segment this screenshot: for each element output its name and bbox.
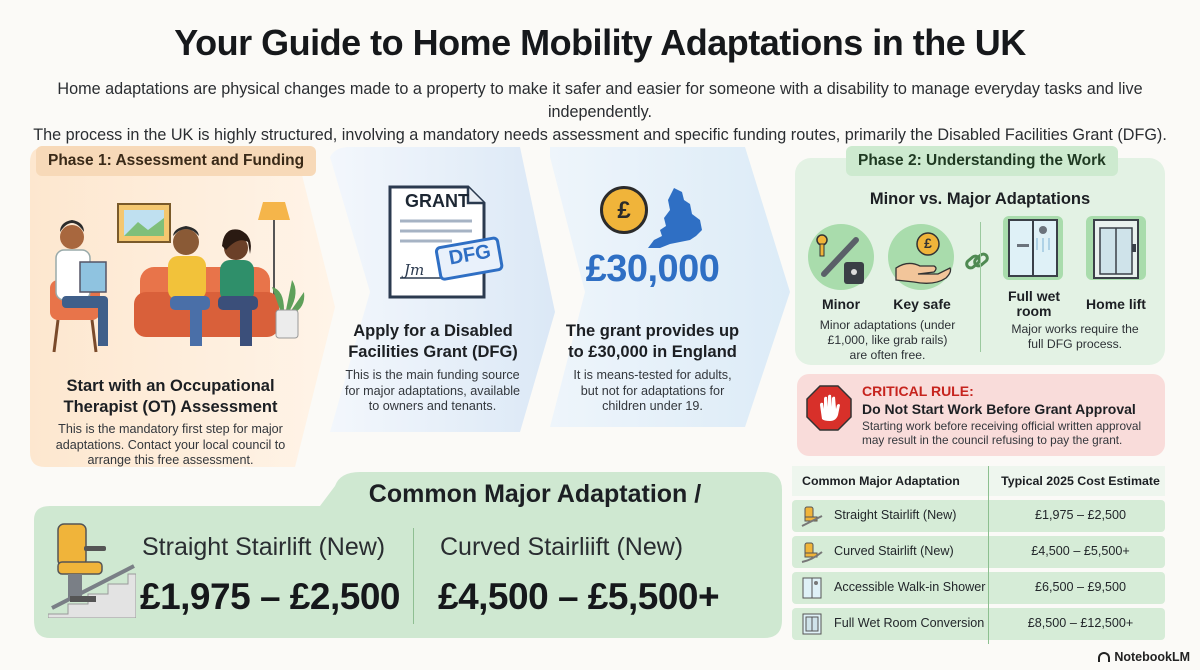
minor-icon-circle [808, 224, 874, 290]
wetroom-label-line2: room [1016, 303, 1052, 319]
step2-body [330, 368, 535, 415]
chain-link-icon [964, 248, 990, 274]
brand-text: NotebookLM [1114, 650, 1190, 664]
step2-heading-line2: Facilities Grant (DFG) [348, 343, 518, 361]
stairlift-illustration [48, 518, 136, 618]
hand-coin-icon [888, 224, 954, 290]
phase2-divider [980, 222, 981, 352]
table-row [792, 608, 1165, 640]
notebooklm-brand [1098, 650, 1190, 664]
keysafe-label: Key safe [893, 296, 951, 312]
cost-table-col1: Common Major Adaptation [802, 474, 960, 488]
intro-line-2: The process in the UK is highly structured, involving a mandatory needs assessment and specific funding routes, primarily the Disabled Facilities Grant (DFG). [33, 126, 1167, 144]
grant-doc-title: GRANT [405, 191, 469, 211]
step1-heading-line1: Start with an Occupational [66, 377, 275, 395]
minor-text-line3: are often free. [849, 348, 926, 362]
curved-stairlift-icon [800, 540, 824, 564]
critical-body [862, 419, 1162, 447]
grab-rail-icon [808, 224, 874, 290]
step1-body [38, 422, 303, 469]
row-name: Accessible Walk-in Shower [834, 580, 986, 594]
critical-subtitle: Do Not Start Work Before Grant Approval [862, 401, 1136, 417]
dfg-stamp: DFG [447, 240, 493, 270]
row-cost: £6,500 – £9,500 [1034, 580, 1127, 594]
step3-body-line2: but not for adaptations for [580, 383, 725, 398]
step1-body-line1: This is the mandatory first step for major [58, 422, 283, 436]
minor-label: Minor [821, 296, 861, 312]
stop-hand-icon [806, 385, 852, 431]
row-cost: £8,500 – £12,500+ [1027, 616, 1134, 630]
cost-table-col2: Typical 2025 Cost Estimate [1001, 474, 1160, 488]
step3-body-line1: It is means-tested for adults, [573, 368, 732, 382]
step2-body-line3: to owners and tenants. [368, 399, 497, 413]
phase2-label: Phase 2: Understanding the Work [846, 146, 1118, 176]
step3-heading-line1: The grant provides up [565, 322, 740, 340]
keysafe-icon-circle [888, 224, 954, 290]
critical-body-line1: Starting work before receiving official written approval [862, 419, 1142, 433]
step3-heading-line2: to £30,000 in England [568, 343, 737, 361]
curved-stairlift-name: Curved Stairliift (New) [440, 533, 684, 561]
table-row [792, 572, 1165, 604]
step1-heading [38, 376, 303, 418]
brand-logo-icon [1098, 652, 1110, 662]
step2-heading [338, 321, 528, 363]
signature: Jm [404, 261, 425, 279]
homelift-label: Home lift [1086, 296, 1146, 312]
row-name: Full Wet Room Conversion [834, 616, 985, 630]
grant-amount: £30,000 [585, 248, 720, 290]
row-cost: £1,975 – £2,500 [1034, 508, 1127, 522]
cost-table-header [792, 466, 1165, 496]
intro-line-1: Home adaptations are physical changes made to a property to make it safer and easier for someone with a disability to manage everyday tasks and live independently. [57, 80, 1143, 121]
minor-text-line2: £1,000, like grab rails) [827, 333, 948, 347]
step2-heading-line1: Apply for a Disabled [353, 322, 513, 340]
page-title: Your Guide to Home Mobility Adaptations in the UK [174, 22, 1026, 63]
step2-body-line2: for major adaptations, available [344, 383, 520, 398]
intro-text [30, 78, 1170, 147]
england-map-icon [640, 186, 710, 254]
critical-body-line2: may result in the council refusing to pay the grant. [862, 433, 1123, 447]
big-panel-heading: Common Major Adaptation / [368, 480, 702, 508]
step3-heading [555, 321, 750, 363]
step3-body-line3: children under 19. [602, 399, 703, 413]
cost-table [792, 466, 1165, 644]
critical-title: CRITICAL RULE: [862, 383, 974, 399]
step2-body-line1: This is the main funding source [345, 368, 520, 382]
wetroom-label [994, 289, 1074, 319]
step1-body-line2: adaptations. Contact your local council to [55, 437, 286, 452]
coin-symbol: £ [617, 197, 631, 224]
big-panel-divider [413, 528, 414, 624]
curved-stairlift-price: £4,500 – £5,500+ [438, 576, 720, 617]
major-text-line2: full DFG process. [1027, 337, 1123, 351]
table-row [792, 500, 1165, 532]
stairlift-icon [800, 504, 824, 528]
step1-body-line3: arrange this free assessment. [87, 453, 254, 467]
major-text [990, 322, 1160, 352]
wet-room-icon [800, 612, 824, 636]
row-name: Straight Stairlift (New) [834, 508, 957, 522]
wet-room-icon [1003, 216, 1063, 280]
keysafe-coin-symbol: £ [924, 235, 932, 251]
ot-assessment-illustration [40, 192, 310, 367]
row-cost: £4,500 – £5,500+ [1031, 544, 1130, 558]
row-name: Curved Stairlift (New) [834, 544, 954, 558]
grant-document-icon [372, 183, 512, 303]
major-text-line1: Major works require the [1011, 322, 1139, 336]
step3-body [550, 368, 755, 415]
straight-stairlift-price: £1,975 – £2,500 [140, 576, 400, 617]
minor-text [800, 318, 975, 363]
straight-stairlift-name: Straight Stairlift (New) [142, 533, 386, 561]
wetroom-label-line1: Full wet [1007, 288, 1061, 304]
table-row [792, 536, 1165, 568]
phase2-subtitle: Minor vs. Major Adaptations [869, 190, 1091, 208]
phase1-label: Phase 1: Assessment and Funding [36, 146, 316, 176]
minor-text-line1: Minor adaptations (under [819, 318, 956, 332]
home-lift-icon [1086, 216, 1146, 280]
step1-heading-line2: Therapist (OT) Assessment [63, 398, 278, 416]
cost-table-column-divider [988, 466, 989, 644]
shower-icon [800, 576, 824, 600]
